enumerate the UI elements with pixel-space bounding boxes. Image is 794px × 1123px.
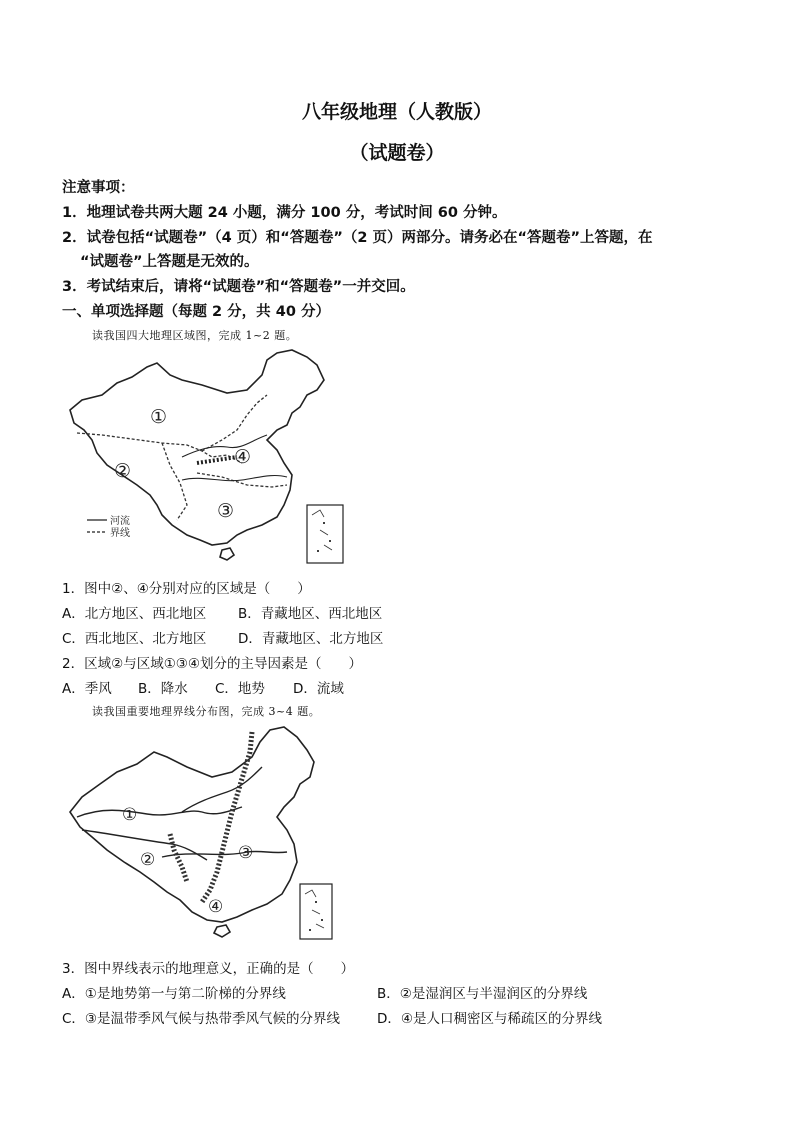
notice-item-1: 1．地理试卷共两大题 24 小题，满分 100 分，考试时间 60 分钟。 [62, 205, 507, 221]
map2-intro: 读我国重要地理界线分布图，完成 3~4 题。 [92, 705, 321, 718]
region-map [62, 345, 352, 570]
notice-item-2: 2．试卷包括“试题卷”（4 页）和“答题卷”（2 页）两部分。请务必在“答题卷”上答题，在 [62, 230, 653, 246]
map1-outline [70, 350, 324, 545]
q3-option-c[interactable]: C．③是温带季风气候与热带季风气候的分界线 [62, 1011, 341, 1027]
q1-option-d[interactable]: D．青藏地区、北方地区 [238, 631, 384, 647]
map1-river [182, 475, 287, 480]
map2-label-1: ① [122, 805, 138, 825]
map2-line-4 [170, 834, 187, 882]
notice-item-3: 3．考试结束后，请将“试题卷”和“答题卷”一并交回。 [62, 279, 415, 295]
map1-label-2: ② [114, 460, 132, 482]
map2-label-4: ④ [208, 897, 224, 917]
map2-label-3: ③ [238, 843, 254, 863]
q2-option-d[interactable]: D．流域 [293, 681, 344, 697]
q2-option-b[interactable]: B．降水 [138, 681, 188, 697]
map1-label-4: ④ [234, 446, 252, 468]
section-heading: 一、单项选择题（每题 2 分，共 40 分） [62, 304, 330, 320]
q3-option-d[interactable]: D．④是人口稠密区与稀疏区的分界线 [377, 1011, 602, 1027]
map1-label-1: ① [150, 406, 168, 428]
map2-line-1 [77, 807, 242, 817]
q3-option-a[interactable]: A．①是地势第一与第二阶梯的分界线 [62, 986, 286, 1002]
map2-outline [70, 727, 314, 922]
south-china-sea-inset [307, 505, 343, 563]
q1-option-b[interactable]: B．青藏地区、西北地区 [238, 606, 383, 622]
notice-item-2-cont: “试题卷”上答题是无效的。 [80, 254, 259, 270]
q3-stem: 3．图中界线表示的地理意义，正确的是（ ） [62, 961, 355, 977]
map1-label-3: ③ [217, 500, 235, 522]
q1-option-c[interactable]: C．西北地区、北方地区 [62, 631, 207, 647]
q1-option-a[interactable]: A．北方地区、西北地区 [62, 606, 207, 622]
map2-label-2: ② [140, 850, 156, 870]
q2-option-a[interactable]: A．季风 [62, 681, 112, 697]
south-china-sea-inset-2 [300, 884, 332, 939]
page-title: 八年级地理（人教版） [301, 101, 492, 123]
legend-river: 河流 [110, 516, 130, 527]
map1-intro: 读我国四大地理区域图，完成 1~2 题。 [92, 329, 298, 342]
boundary-map [62, 722, 352, 947]
map2-line-2 [202, 732, 252, 902]
q2-stem: 2．区域②与区域①③④划分的主导因素是（ ） [62, 656, 362, 672]
q1-stem: 1．图中②、④分别对应的区域是（ ） [62, 581, 311, 597]
map2-line-3 [162, 851, 287, 857]
page-subtitle: （试题卷） [349, 142, 445, 164]
q3-option-b[interactable]: B．②是湿润区与半湿润区的分界线 [377, 986, 588, 1002]
q2-option-c[interactable]: C．地势 [215, 681, 265, 697]
notice-heading: 注意事项： [62, 180, 135, 196]
legend-boundary: 界线 [110, 528, 130, 539]
